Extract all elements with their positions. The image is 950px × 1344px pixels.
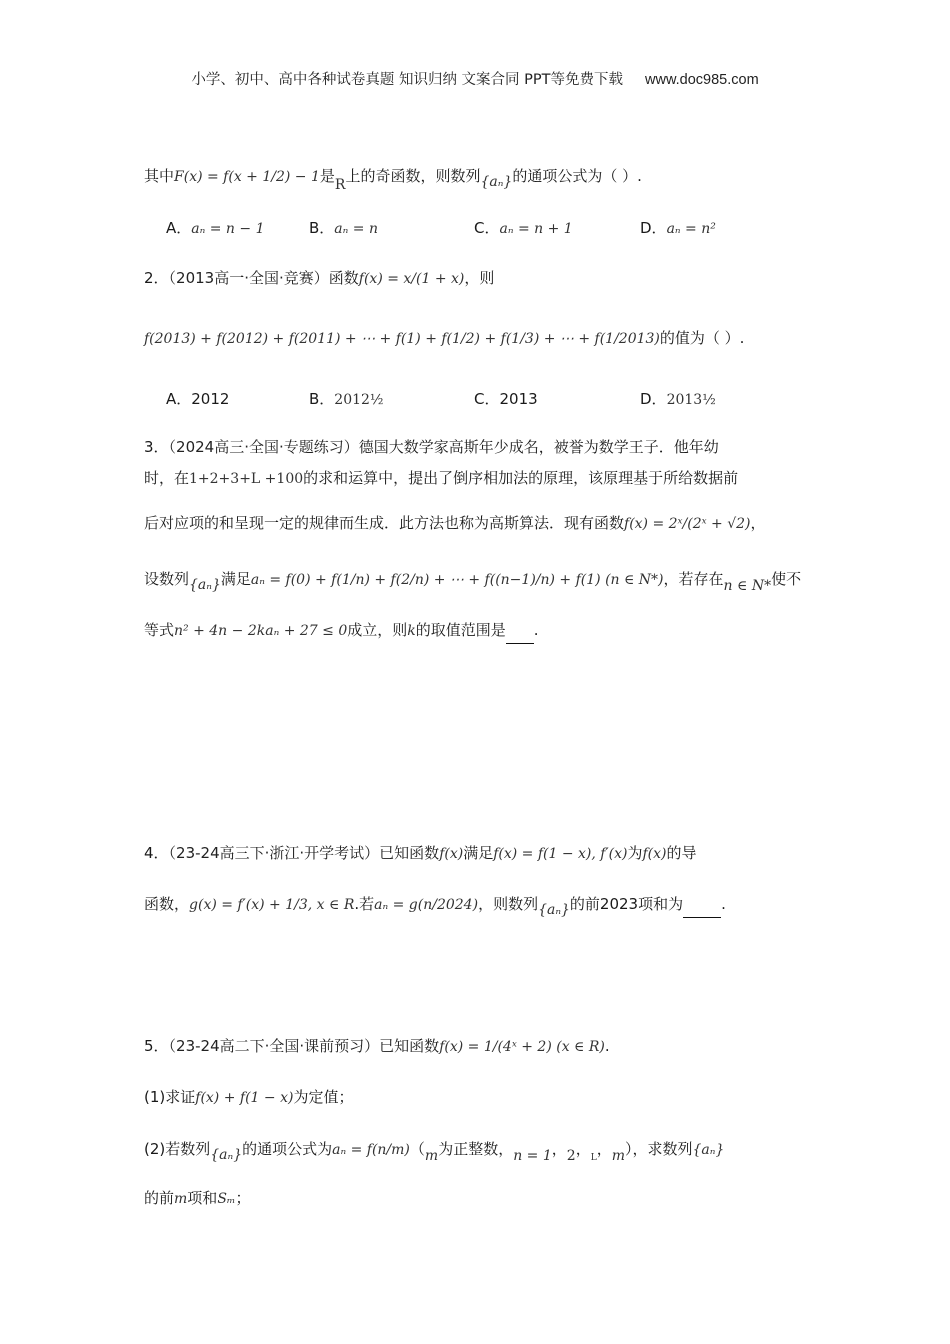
q4-math-symmetry: f(x) = f(1 − x), f′(x) bbox=[493, 846, 628, 862]
q5-math-f: f(x) = 1/(4ˣ + 2) (x ∈ R) bbox=[439, 1039, 605, 1055]
q1-option-c[interactable]: C．aₙ = n + 1 bbox=[474, 219, 573, 237]
q2-stem: 2．（2013高一·全国·竞赛）函数f(x) = x/(1 + x)，则 bbox=[144, 269, 495, 287]
header-site-link[interactable]: www.doc985.com bbox=[645, 72, 759, 88]
q3-number: 3． bbox=[144, 438, 169, 456]
q4-line-1: 4．（23-24高三下·浙江·开学考试）已知函数f(x)满足f(x) = f(1 − x), f′(x)为f(x)的导 bbox=[144, 844, 697, 862]
q3-answer-blank[interactable] bbox=[506, 617, 534, 644]
q1-option-d[interactable]: D．aₙ = n² bbox=[640, 219, 716, 237]
q5-part-1: (1)求证f(x) + f(1 − x)为定值； bbox=[144, 1088, 354, 1106]
q1-option-a[interactable]: A．aₙ = n − 1 bbox=[166, 219, 265, 237]
q2-option-c[interactable]: C．2013 bbox=[474, 390, 538, 408]
q3-line-5: 等式n² + 4n − 2kaₙ + 27 ≤ 0成立，则k的取值范围是 . bbox=[144, 617, 539, 644]
q2-math-f: f(x) = x/(1 + x) bbox=[358, 271, 465, 287]
q5-line-1: 5．（23-24高二下·全国·课前预习）已知函数f(x) = 1/(4ˣ + 2) (x ∈ R). bbox=[144, 1037, 610, 1055]
q3-line-1: 3．（2024高三·全国·专题练习）德国大数学家高斯年少成名，被誉为数学王子．他年幼 bbox=[144, 438, 719, 456]
q1-math-F: F(x) = f(x + 1/2) − 1 bbox=[174, 169, 320, 185]
q4-line-2: 函数，g(x) = f′(x) + 1/3, x ∈ R.若aₙ = g(n/2024)，则数列{aₙ}的前2023项和为 . bbox=[144, 891, 726, 918]
q3-source: （2024高三·全国·专题练习） bbox=[168, 438, 359, 456]
q1-stem: 其中F(x) = f(x + 1/2) − 1是R上的奇函数，则数列{aₙ}的通项公式为（ ）. bbox=[144, 167, 642, 193]
q5-number: 5． bbox=[144, 1037, 169, 1055]
q2-option-d[interactable]: D．2013½ bbox=[640, 390, 716, 408]
q4-source: （23-24高三下·浙江·开学考试） bbox=[168, 844, 380, 862]
q3-math-sum: 1+2+3+L +100 bbox=[189, 471, 304, 487]
q2-source: （2013高一·全国·竞赛） bbox=[168, 269, 329, 287]
q3-math-ineq: n² + 4n − 2kaₙ + 27 ≤ 0 bbox=[174, 623, 348, 639]
q2-option-b[interactable]: B．2012½ bbox=[309, 390, 384, 408]
q2-number: 2． bbox=[144, 269, 169, 287]
q4-answer-blank[interactable] bbox=[683, 891, 721, 918]
q5-part-2-cont: 的前m项和Sₘ； bbox=[144, 1189, 251, 1207]
q4-math-g: g(x) = f′(x) + 1/3, x ∈ R bbox=[189, 897, 355, 913]
q2-math-sum: f(2013) + f(2012) + f(2011) + ⋯ + f(1) + f(1/2) + f(1/3) + ⋯ + f(1/2013) bbox=[144, 331, 660, 347]
q1-math-R: R bbox=[334, 177, 346, 193]
q3-line-3: 后对应项的和呈现一定的规律而生成．此方法也称为高斯算法．现有函数f(x) = 2ˣ/(2ˣ + √2)， bbox=[144, 514, 766, 532]
q1-option-b[interactable]: B．aₙ = n bbox=[309, 219, 378, 237]
q3-math-fx: f(x) = 2ˣ/(2ˣ + √2) bbox=[624, 516, 751, 532]
q3-math-an-def: aₙ = f(0) + f(1/n) + f(2/n) + ⋯ + f((n−1)/n) + f(1) (n ∈ N*) bbox=[250, 572, 664, 588]
q3-line-2: 时，在1+2+3+L +100的求和运算中，提出了倒序相加法的原理，该原理基于所给数据前 bbox=[144, 469, 739, 487]
q1-math-an: {aₙ} bbox=[480, 174, 513, 190]
q5-math-an: aₙ = f(n/m) bbox=[332, 1142, 410, 1158]
header-text: 小学、初中、高中各种试卷真题 知识归纳 文案合同 PPT等免费下载 bbox=[191, 72, 624, 88]
q5-math-sum: f(x) + f(1 − x) bbox=[195, 1090, 294, 1106]
page-header bbox=[0, 68, 950, 89]
q5-part-2: (2)若数列{aₙ}的通项公式为aₙ = f(n/m)（m为正整数，n = 1，2，$_L$，m），求数列{aₙ} bbox=[144, 1140, 725, 1164]
q2-option-a[interactable]: A．2012 bbox=[166, 390, 230, 408]
q3-line-4: 设数列{aₙ}满足aₙ = f(0) + f(1/n) + f(2/n) + ⋯ + f((n−1)/n) + f(1) (n ∈ N*)，若存在n ∈ N*使不 bbox=[144, 570, 802, 594]
q4-number: 4． bbox=[144, 844, 169, 862]
q5-source: （23-24高二下·全国·课前预习） bbox=[168, 1037, 380, 1055]
q2-sum-line: f(2013) + f(2012) + f(2011) + ⋯ + f(1) + f(1/2) + f(1/3) + ⋯ + f(1/2013)的值为（ ）. bbox=[144, 329, 745, 347]
q4-math-an: aₙ = g(n/2024) bbox=[374, 897, 479, 913]
